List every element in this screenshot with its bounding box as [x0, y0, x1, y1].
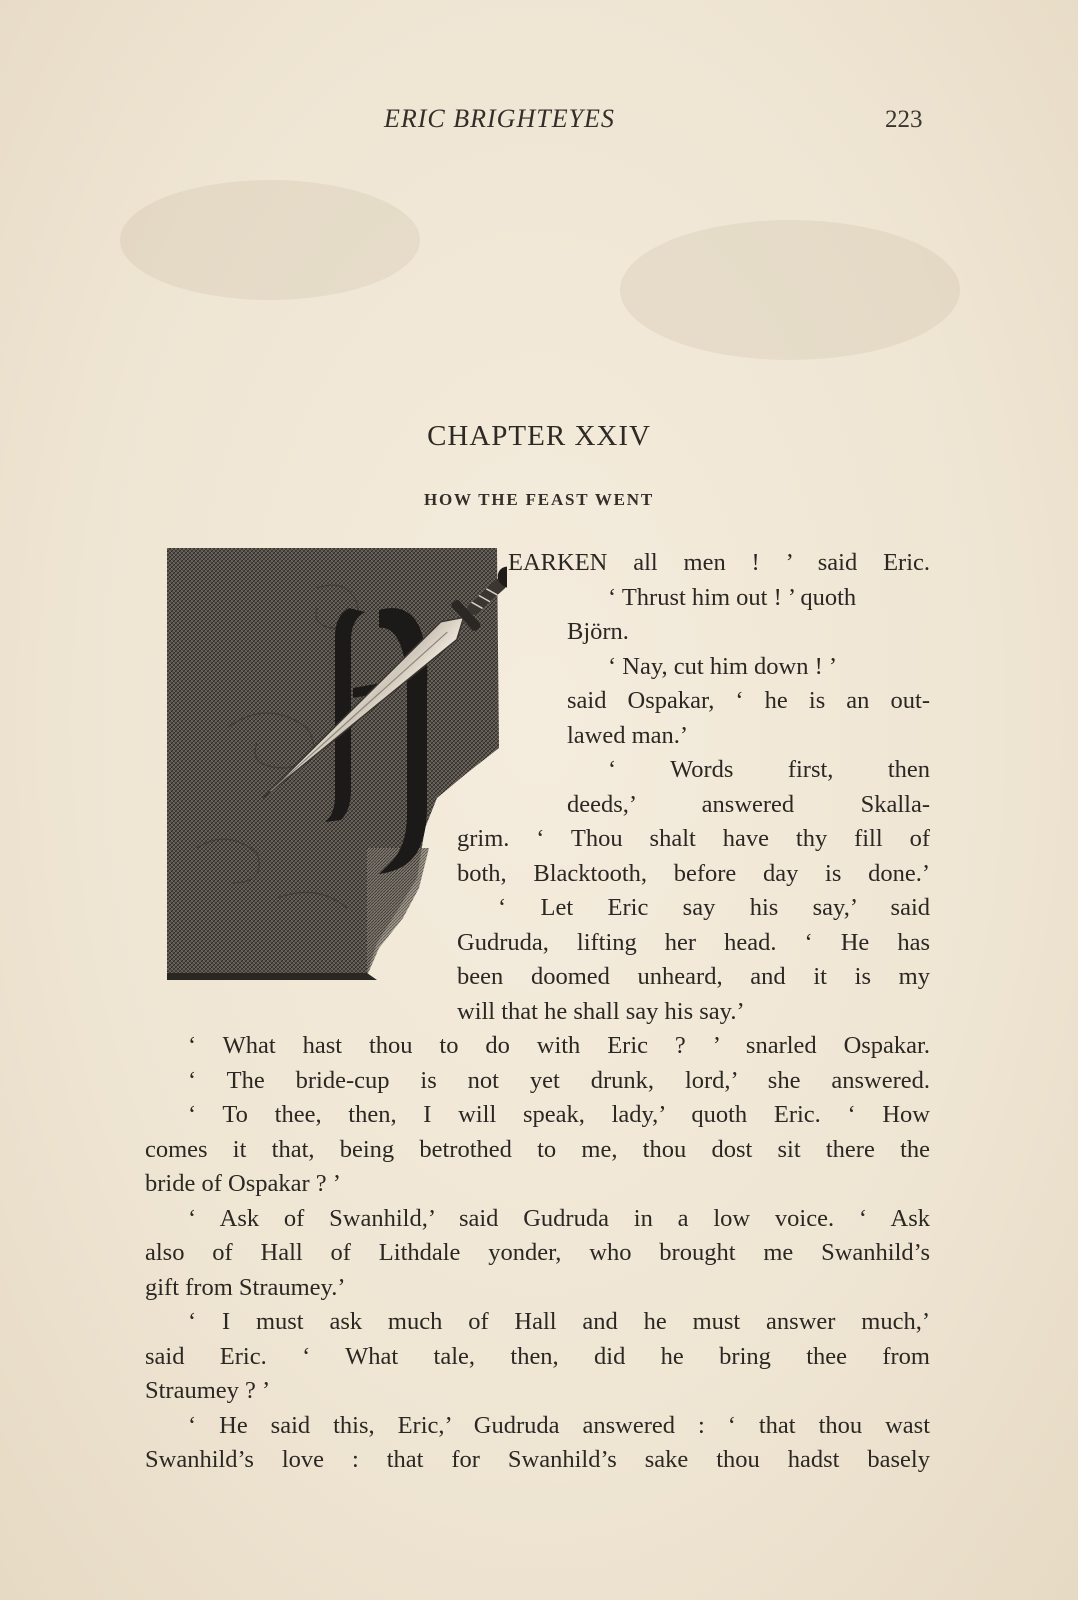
- text-line: gift from Straumey.’: [145, 1273, 346, 1301]
- text-line: Björn.: [567, 618, 629, 645]
- paper-stain: [620, 220, 960, 360]
- text-line: both, Blacktooth, before day is done.’: [457, 859, 930, 887]
- text-line: ‘ Ask of Swanhild,’ said Gudruda in a low voice. ‘ Ask: [188, 1204, 930, 1232]
- text-line: ‘ Let Eric say his say,’ said: [498, 894, 930, 921]
- text-line: said Eric. ‘ What tale, then, did he bring thee from: [145, 1342, 930, 1370]
- text-line: deeds,’ answered Skalla-: [567, 790, 930, 818]
- text-line: will that he shall say his say.’: [457, 997, 745, 1025]
- text-line: ‘ Thrust him out ! ’ quoth: [608, 583, 857, 611]
- text-line: ‘ He said this, Eric,’ Gudruda answered : ‘ that thou wast: [188, 1411, 930, 1439]
- text-line: comes it that, being betrothed to me, thou dost sit there the: [145, 1135, 930, 1163]
- text-line: ‘ The bride-cup is not yet drunk, lord,’ she answered.: [188, 1066, 930, 1094]
- text-line: Swanhild’s love : that for Swanhild’s sake thou hadst basely: [145, 1446, 930, 1473]
- chapter-subtitle: HOW THE FEAST WENT: [423, 490, 655, 509]
- text-line: ‘ What hast thou to do with Eric ? ’ snarled Ospakar.: [188, 1032, 930, 1059]
- text-line: bride of Ospakar ? ’: [145, 1170, 341, 1197]
- text-line: ‘ Nay, cut him down ! ’: [608, 652, 838, 680]
- text-line: said Ospakar, ‘ he is an out-: [567, 687, 930, 714]
- text-line: Straumey ? ’: [145, 1377, 271, 1404]
- paper-stain: [120, 180, 420, 300]
- body-text: [145, 546, 930, 1478]
- text-line: EARKEN all men ! ’ said Eric.: [508, 549, 930, 576]
- text-line: grim. ‘ Thou shalt have thy fill of: [457, 825, 930, 852]
- chapter-title: CHAPTER XXIV: [427, 420, 651, 452]
- text-line: Gudruda, lifting her head. ‘ He has: [457, 928, 930, 956]
- text-line: lawed man.’: [567, 721, 689, 749]
- text-line: been doomed unheard, and it is my: [457, 963, 930, 990]
- text-line: ‘ I must ask much of Hall and he must answer much,’: [188, 1308, 930, 1335]
- page-number: 223: [885, 106, 923, 133]
- running-head: ERIC BRIGHTEYES: [384, 104, 615, 133]
- text-line: ‘ To thee, then, I will speak, lady,’ quoth Eric. ‘ How: [188, 1101, 930, 1128]
- text-line: also of Hall of Lithdale yonder, who brought me Swanhild’s: [145, 1239, 930, 1266]
- text-line: ‘ Words first, then: [608, 756, 930, 783]
